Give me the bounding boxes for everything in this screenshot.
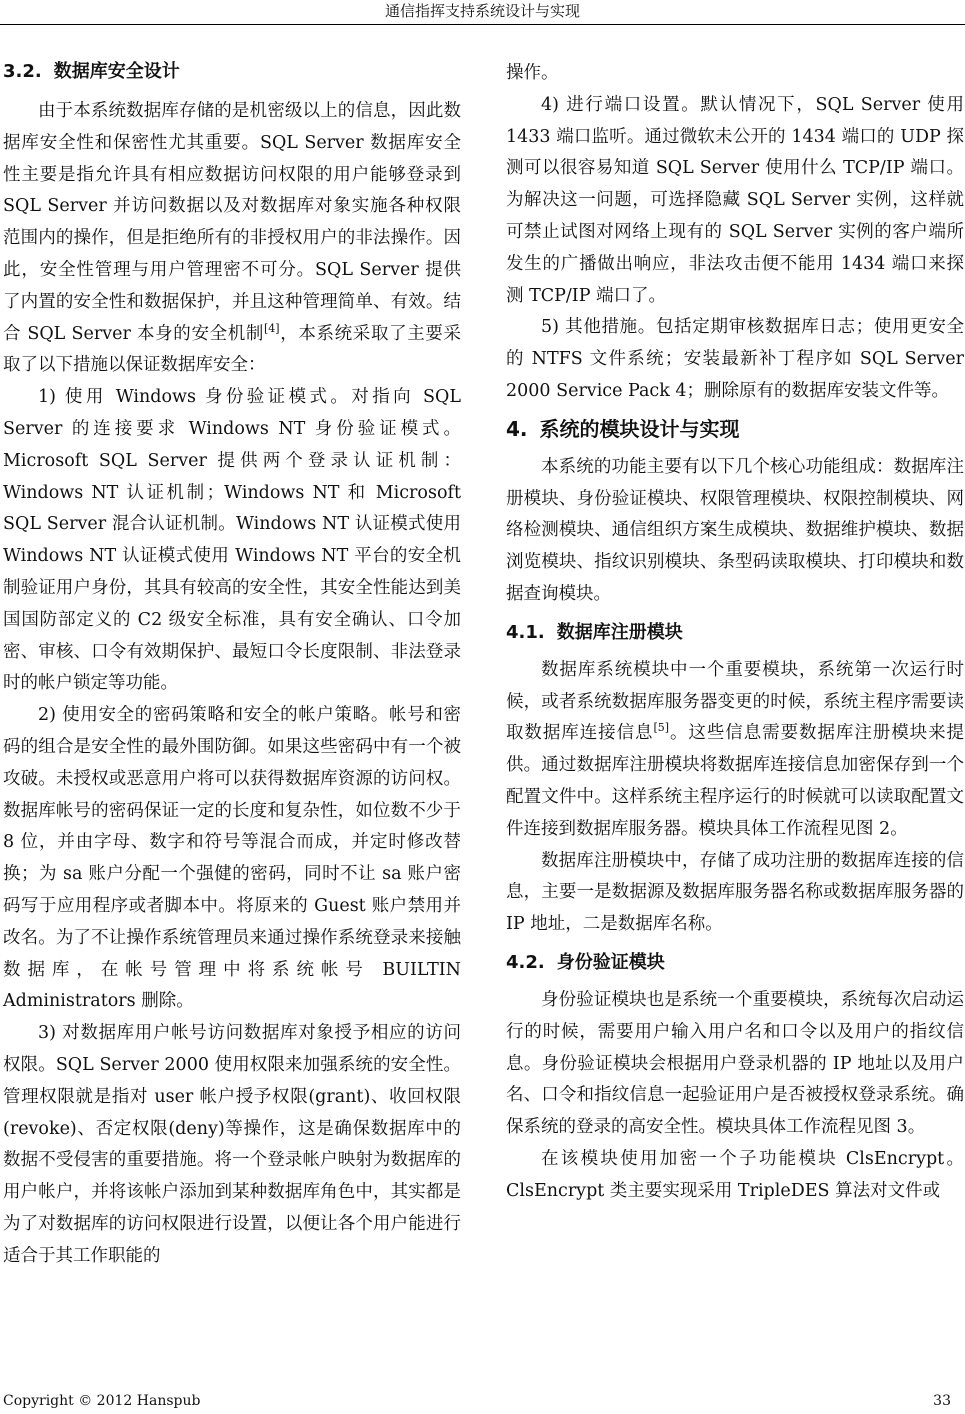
section-title: 系统的模块设计与实现 <box>539 416 740 441</box>
section-heading-3-2 <box>3 58 461 86</box>
paragraph: 3) 对数据库用户帐号访问数据库对象授予相应的访问权限。SQL Server 2000 使用权限来加强系统的安全性。管理权限就是指对 user 帐户授予权限(grant)、收回权限(revoke)、否定权限(deny)等操作，这是确保数据库中的数据不受侵害的重要措施。将一个登录帐户映射为数据库的用户帐户，并将该帐户添加到某种数据库角色中，其实都是为了对数据库的访问权限进行设置，以便让各个用户能进行适合于其工作职能的 <box>3 1023 461 1266</box>
section-number: 3.2. <box>3 61 42 82</box>
section-title: 数据库注册模块 <box>556 621 683 643</box>
running-header: 通信指挥支持系统设计与实现 <box>384 2 580 20</box>
paragraph: 1) 使用 Windows 身份验证模式。对指向 SQL Server 的连接要求 Windows NT 身份验证模式。Microsoft SQL Server 提供两个登录认证机制：Windows NT 认证机制；Windows NT 和 Microsoft SQL Server 混合认证机制。Windows NT 认证模式使用 Windows NT 认证模式使用 Windows NT 平台的安全机制验证用户身份，其具有较高的安全性，其安全性能达到美国国防部定义的 C2 级安全标准，具有安全确认、口令加密、审核、口令有效期保护、最短口令长度限制、非法登录时的帐户锁定等功能。 <box>3 387 461 694</box>
section-number: 4. <box>506 416 528 441</box>
citation-ref: [4] <box>264 321 280 335</box>
paragraph: 操作。 <box>506 63 559 83</box>
paragraph-text: 数据库系统模块中一个重要模块，系统第一次运行时候，或者系统数据库服务器变更的时候，系统主程序需要读取数据库连接信息 <box>506 659 964 744</box>
paragraph <box>506 655 964 846</box>
paragraph-text: 。这些信息需要数据库注册模块来提供。通过数据库注册模块将数据库连接信息加密保存到一个配置文件中。这样系统主程序运行的时候就可以读取配置文件连接到数据库服务器。模块具体工作流程见图 2。 <box>506 723 964 839</box>
right-column <box>506 58 964 1208</box>
paragraph: 4) 进行端口设置。默认情况下，SQL Server 使用 1433 端口监听。通过微软未公开的 1434 端口的 UDP 探测可以很容易知道 SQL Server 使用什么 TCP/IP 端口。为解决这一问题，可选择隐藏 SQL Server 实例，这样就可禁止试图对网络上现有的 SQL Server 实例的客户端所发生的广播做出响应，非法攻击便不能用 1434 端口来探测 TCP/IP 端口了。 <box>506 94 964 306</box>
paragraph-text: 由于本系统数据库存储的是机密级以上的信息，因此数据库安全性和保密性尤其重要。SQL Server 数据库安全性主要是指允许具有相应数据访问权限的用户能够登录到 SQL Server 并访问数据以及对数据库对象实施各种权限范围内的操作，但是拒绝所有的非授权用户的非法操作。因此，安全性管理与用户管理密不可分。SQL Server 提供了内置的安全性和数据保护，并且这种管理简单、有效。结合 SQL Server 本身的安全机制 <box>3 101 461 344</box>
left-column <box>3 58 461 1272</box>
paragraph-text: ，本系统采取了主要采取了以下措施以保证数据库安全： <box>3 323 462 376</box>
paragraph: 身份验证模块也是系统一个重要模块，系统每次启动运行的时候，需要用户输入用户名和口令以及用户的指纹信息。身份验证模块会根据用户登录机器的 IP 地址以及用户名、口令和指纹信息一起验证用户是否被授权登录系统。确保系统的登录的高安全性。模块具体工作流程见图 3。 <box>506 989 964 1138</box>
paragraph: 数据库注册模块中，存储了成功注册的数据库连接的信息，主要一是数据源及数据库服务器名称或数据库服务器的 IP 地址，二是数据库名称。 <box>506 850 964 935</box>
header-rule <box>0 24 965 25</box>
footer-page-number: 33 <box>933 1393 951 1409</box>
section-heading-4-1 <box>506 619 964 647</box>
footer-copyright: Copyright © 2012 Hanspub <box>3 1393 201 1409</box>
section-title: 身份验证模块 <box>556 951 665 973</box>
section-heading-4-2 <box>506 949 964 977</box>
paragraph: 5) 其他措施。包括定期审核数据库日志；使用更安全的 NTFS 文件系统；安装最新补丁程序如 SQL Server 2000 Service Pack 4；删除原有的数据库安装文件等。 <box>506 317 964 401</box>
paragraph <box>3 96 461 382</box>
section-heading-4 <box>506 414 964 444</box>
section-title: 数据库安全设计 <box>53 61 180 82</box>
paragraph: 在该模块使用加密一个子功能模块 ClsEncrypt。ClsEncrypt 类主要实现采用 TripleDES 算法对文件或 <box>506 1148 964 1201</box>
section-number: 4.2. <box>506 951 545 973</box>
paragraph: 本系统的功能主要有以下几个核心功能组成：数据库注册模块、身份验证模块、权限管理模块、权限控制模块、网络检测模块、通信组织方案生成模块、数据维护模块、数据浏览模块、指纹识别模块、条型码读取模块、打印模块和数据查询模块。 <box>506 456 964 604</box>
citation-ref: [5] <box>653 721 670 735</box>
paragraph: 2) 使用安全的密码策略和安全的帐户策略。帐号和密码的组合是安全性的最外围防御。如果这些密码中有一个被攻破。未授权或恶意用户将可以获得数据库资源的访问权。数据库帐号的密码保证一定的长度和复杂性，如位数不少于 8 位，并由字母、数字和符号等混合而成，并定时修改替换；为 sa 账户分配一个强健的密码，同时不让 sa 账户密码写于应用程序或者脚本中。将原来的 Guest 账户禁用并改名。为了不让操作系统管理员来通过操作系统登录来接触数据库，在帐号管理中将系统帐号 BUILTIN Administrators 删除。 <box>3 705 461 1012</box>
section-number: 4.1. <box>506 621 545 643</box>
